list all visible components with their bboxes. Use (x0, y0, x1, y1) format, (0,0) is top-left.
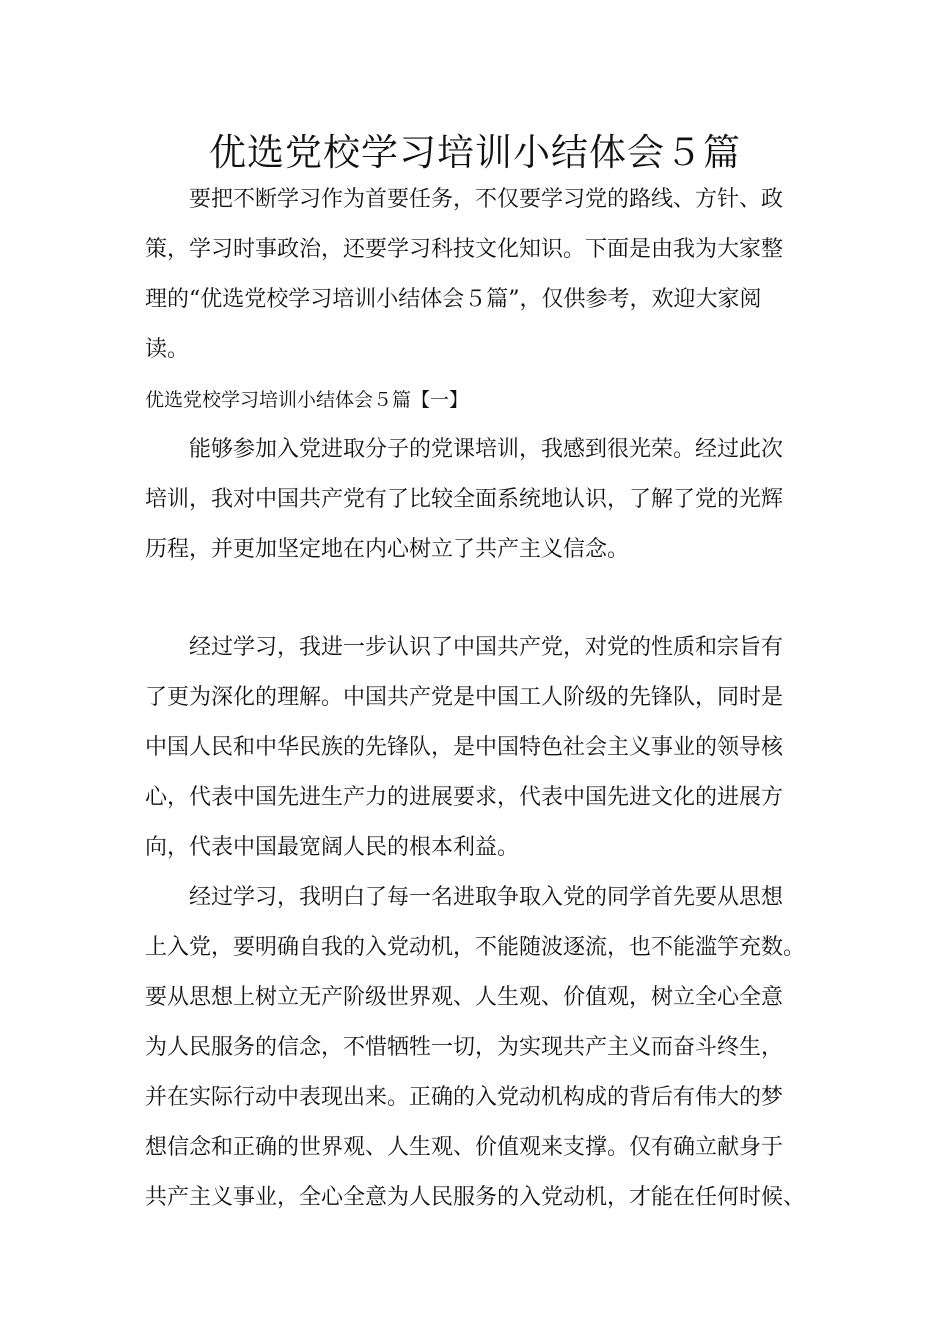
paragraph-line: 了更为深化的理解。中国共产党是中国工人阶级的先锋队，同时是 (145, 685, 784, 710)
paragraph-line: 经过学习，我进一步认识了中国共产党，对党的性质和宗旨有 (189, 635, 784, 660)
intro-line: 要把不断学习作为首要任务，不仅要学习党的路线、方针、政 (189, 187, 784, 212)
document-title: 优选党校学习培训小结体会５篇 (209, 131, 741, 174)
paragraph-line: 想信念和正确的世界观、人生观、价值观来支撑。仅有确立献身于 (145, 1135, 784, 1160)
paragraph-line: 中国人民和中华民族的先锋队，是中国特色社会主义事业的领导核 (145, 735, 784, 760)
paragraph-line: 为人民服务的信念，不惜牺牲一切，为实现共产主义而奋斗终生， (145, 1035, 784, 1060)
paragraph-line: 能够参加入党进取分子的党课培训，我感到很光荣。经过此次 (189, 437, 784, 462)
intro-line: 读。 (145, 337, 190, 362)
intro-line: 策，学习时事政治，还要学习科技文化知识。下面是由我为大家整 (145, 237, 784, 262)
paragraph-line: 并在实际行动中表现出来。正确的入党动机构成的背后有伟大的梦 (145, 1085, 784, 1110)
paragraph-line: 培训，我对中国共产党有了比较全面系统地认识，了解了党的光辉 (145, 487, 784, 512)
paragraph-line: 历程，并更加坚定地在内心树立了共产主义信念。 (145, 537, 630, 562)
paragraph-line: 向，代表中国最宽阔人民的根本利益。 (145, 835, 520, 860)
paragraph-line: 共产主义事业，全心全意为人民服务的入党动机，才能在任何时候、 (145, 1185, 806, 1210)
paragraph-line: 经过学习，我明白了每一名进取争取入党的同学首先要从思想 (189, 885, 784, 910)
paragraph-line: 上入党，要明确自我的入党动机，不能随波逐流，也不能滥竽充数。 (145, 935, 806, 960)
section-heading: 优选党校学习培训小结体会５篇【一】 (145, 389, 469, 411)
intro-line: 理的“优选党校学习培训小结体会５篇”，仅供参考，欢迎大家阅 (145, 287, 762, 312)
paragraph-line: 心，代表中国先进生产力的进展要求，代表中国先进文化的进展方 (145, 785, 784, 810)
paragraph-line: 要从思想上树立无产阶级世界观、人生观、价值观，树立全心全意 (145, 985, 784, 1010)
